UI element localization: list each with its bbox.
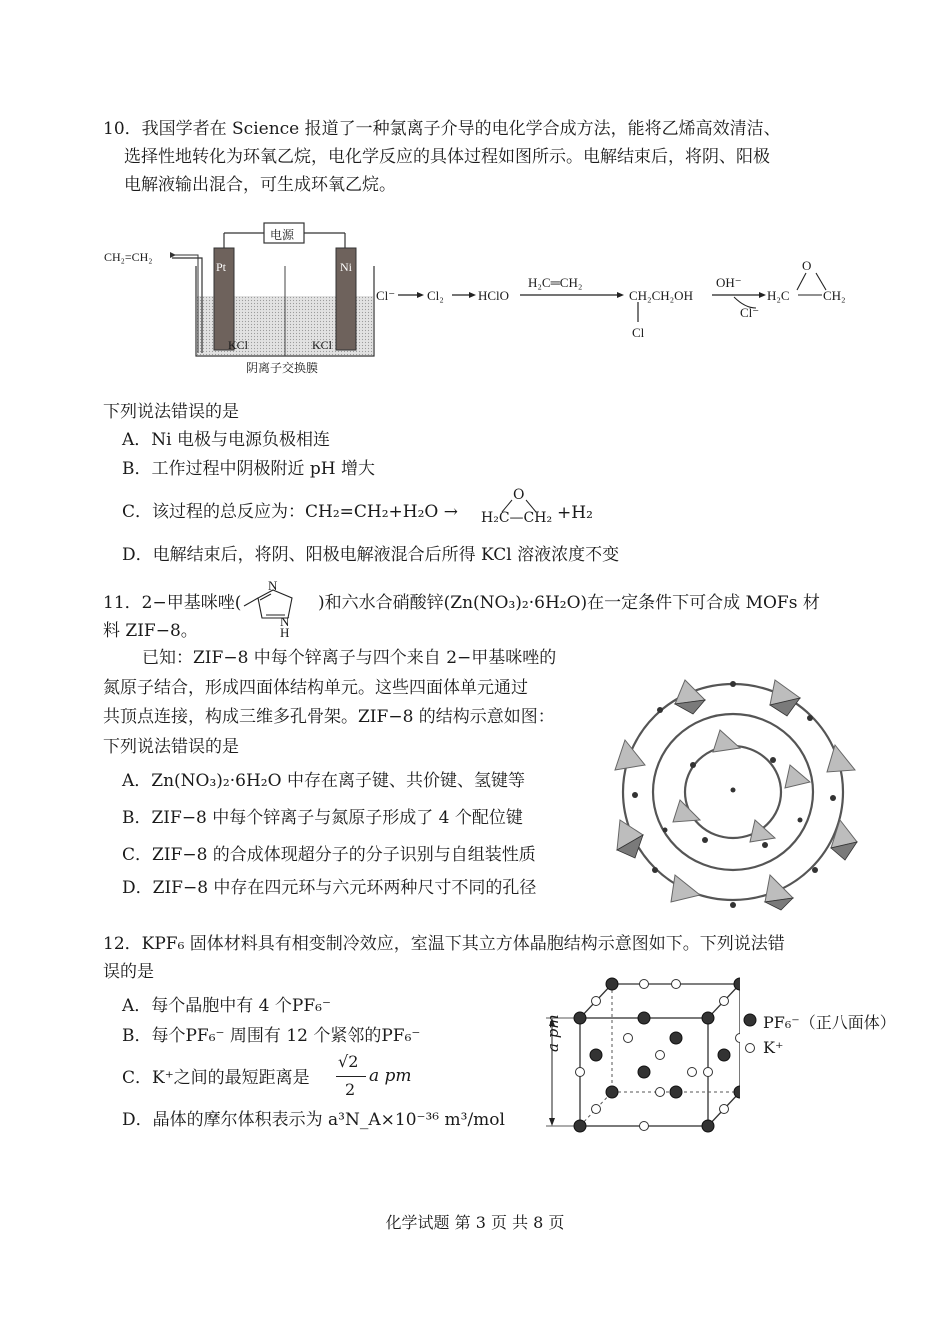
q12-option-c-unit: a pm	[369, 1066, 412, 1086]
chain-chlorohydrin-cl: Cl	[632, 325, 645, 340]
q10-option-a: A．Ni 电极与电源负极相连	[122, 430, 330, 450]
legend-k-label: K⁺	[763, 1038, 784, 1057]
q12-option-c-text: C．K⁺之间的最短距离是	[122, 1068, 310, 1088]
inlet-ethene-label: CH₂=CH₂	[104, 250, 153, 264]
q12-option-c-numerator: √2	[338, 1052, 359, 1071]
ni-electrode-label: Ni	[340, 260, 352, 274]
chain-chlorine: Cl₂	[427, 288, 444, 303]
q10-option-d: D．电解结束后，将阴、阳极电解液混合后所得 KCl 溶液浓度不变	[122, 545, 620, 565]
legend-pf6-marker	[744, 1014, 756, 1026]
q12-option-d: D．晶体的摩尔体积表示为 a³N_A×10⁻³⁶ m³/mol	[122, 1110, 505, 1130]
pt-electrode-label: Pt	[216, 260, 227, 274]
q11-known3: 共顶点连接，构成三维多孔骨架。ZIF−8 的结构示意如图：	[103, 707, 555, 727]
q12-line1: 12．KPF₆ 固体材料具有相变制冷效应，室温下其立方体晶胞结构示意图如下。下列说法错	[103, 934, 785, 954]
q10-option-c-text: C．该过程的总反应为：CH₂=CH₂+H₂O →	[122, 502, 459, 522]
power-source-label: 电源	[270, 228, 295, 242]
chain-chloride: Cl⁻	[376, 288, 396, 303]
imidazole-nh-atom: N	[280, 614, 290, 629]
q11-option-a: A．Zn(NO₃)₂·6H₂O 中存在离子键、共价键、氢键等	[122, 771, 525, 791]
q12-line2: 误的是	[103, 962, 154, 982]
q10-option-c-hydrogen: +H₂	[557, 503, 593, 523]
legend-pf6-label: PF₆⁻（正八面体）	[763, 1013, 896, 1032]
zif8-structure-figure	[605, 670, 860, 915]
q11-line1-post: )和六水合硝酸锌(Zn(NO₃)₂·6H₂O)在一定条件下可合成 MOFs 材	[318, 593, 820, 613]
q11-option-d: D．ZIF−8 中存在四元环与六元环两种尺寸不同的孔径	[122, 878, 537, 898]
cell-edge-label: a pm	[544, 1014, 562, 1052]
q12-option-b: B．每个PF₆⁻ 周围有 12 个紧邻的PF₆⁻	[122, 1026, 421, 1046]
epoxide-right-carbon: CH₂	[823, 288, 846, 303]
chain-hydroxide: OH⁻	[716, 275, 742, 290]
chain-chloride-out: Cl⁻	[740, 305, 760, 320]
q10-stem-line3: 电解液输出混合，可生成环氧乙烷。	[124, 175, 396, 195]
q11-option-c: C．ZIF−8 的合成体现超分子的分子识别与自组装性质	[122, 845, 536, 865]
membrane-label: 阴离子交换膜	[246, 361, 319, 375]
chain-chlorohydrin: CH₂CH₂OH	[629, 288, 693, 303]
q10-option-b: B．工作过程中阴极附近 pH 增大	[122, 459, 376, 479]
epoxide-left-carbon: H₂C	[767, 288, 790, 303]
kpf6-unit-cell-figure	[540, 970, 740, 1135]
q12-option-c-fraction-bar	[336, 1076, 366, 1077]
q10-option-c-ring-oxygen: O	[513, 487, 525, 503]
q11-line2: 料 ZIF−8。	[103, 621, 198, 641]
epoxide-oxygen: O	[802, 258, 812, 273]
imidazole-h-atom: H	[280, 625, 290, 640]
q11-prompt: 下列说法错误的是	[103, 737, 239, 757]
left-electrolyte-label: KCl	[228, 338, 249, 352]
legend-k-marker	[746, 1044, 755, 1053]
imidazole-n-atom: N	[268, 578, 278, 593]
q12-option-c-denominator: 2	[345, 1080, 356, 1099]
chain-ethene: H₂C═CH₂	[528, 275, 583, 290]
q10-option-c-ring: H₂C—CH₂	[481, 510, 553, 526]
q10-stem-line2: 选择性地转化为环氧乙烷，电化学反应的具体过程如图所示。电解结束后，将阴、阳极	[124, 147, 770, 167]
page-footer: 化学试题 第 3 页 共 8 页	[385, 1213, 565, 1232]
q10-stem-line1: 10．我国学者在 Science 报道了一种氯离子介导的电化学合成方法，能将乙烯高效清洁、	[103, 119, 781, 139]
q11-known2: 氮原子结合，形成四面体结构单元。这些四面体单元通过	[103, 678, 528, 698]
q11-option-b: B．ZIF−8 中每个锌离子与氮原子形成了 4 个配位键	[122, 808, 523, 828]
q10-prompt: 下列说法错误的是	[103, 402, 239, 422]
q11-line1-pre: 11．2−甲基咪唑(	[103, 593, 242, 613]
q11-known1: 已知：ZIF−8 中每个锌离子与四个来自 2−甲基咪唑的	[142, 648, 557, 668]
q12-option-a: A．每个晶胞中有 4 个PF₆⁻	[122, 996, 331, 1016]
right-electrolyte-label: KCl	[312, 338, 333, 352]
legend-markers	[742, 1010, 758, 1054]
chain-hclo: HClO	[478, 288, 510, 303]
